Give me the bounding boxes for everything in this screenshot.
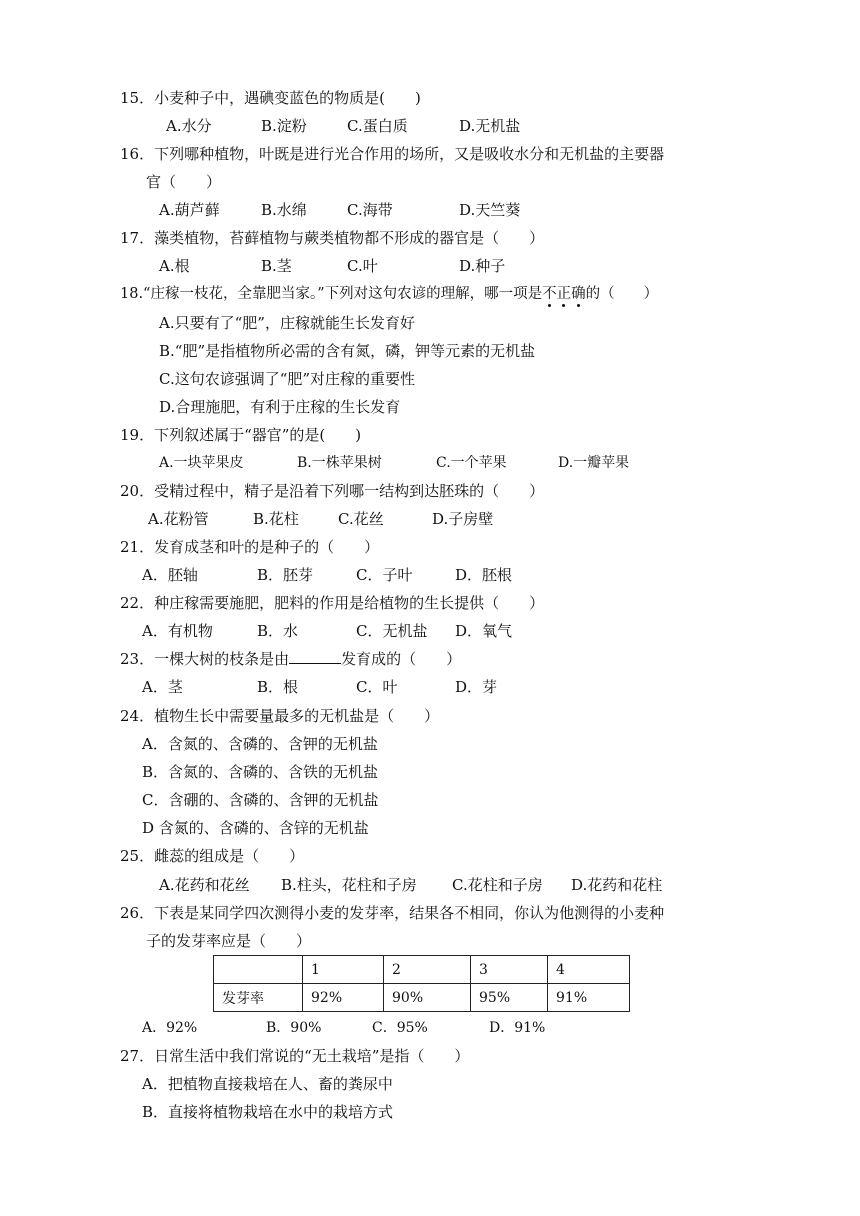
q21-option-c: C．子叶 [356, 566, 413, 584]
q23-option-a: A．茎 [142, 678, 183, 696]
q18-option-a: A.只要有了“肥”，庄稼就能生长发育好 [159, 314, 415, 332]
q22-option-b: B．水 [257, 622, 299, 640]
q26-option-d: D．91% [489, 1020, 546, 1036]
q26-option-a: A．92% [142, 1020, 198, 1036]
table-row [214, 984, 630, 1012]
table-cell: 4 [548, 956, 630, 984]
table-cell: 95% [471, 984, 548, 1012]
q20-option-c: C.花丝 [338, 510, 384, 528]
q18-option-d: D.合理施肥，有利于庄稼的生长发育 [159, 398, 401, 416]
q25-option-a: A.花药和花丝 [159, 876, 250, 894]
q20-option-d: D.子房壁 [432, 510, 494, 528]
q21-stem: 21．发育成茎和叶的是种子的（ ） [120, 538, 380, 556]
q25-option-c: C.花柱和子房 [452, 876, 543, 894]
q24-option-d: D 含氮的、含磷的、含锌的无机盐 [142, 819, 369, 837]
q16-option-a: A.葫芦藓 [159, 201, 220, 219]
q24-option-a: A．含氮的、含磷的、含钾的无机盐 [142, 735, 378, 753]
q19-option-b: B.一株苹果树 [297, 455, 382, 471]
q20-stem: 20．受精过程中，精子是沿着下列哪一结构到达胚珠的（ ） [120, 482, 545, 500]
q23-answer-blank [289, 649, 341, 664]
q26-option-b: B．90% [266, 1020, 322, 1036]
q21-option-a: A．胚轴 [142, 566, 198, 584]
table-cell: 3 [471, 956, 548, 984]
q17-stem: 17．藻类植物，苔藓植物与蕨类植物都不形成的器官是（ ） [120, 229, 545, 247]
q18-option-b: B.“肥”是指植物所必需的含有氮，磷，钾等元素的无机盐 [159, 342, 536, 360]
table-cell: 90% [384, 984, 471, 1012]
q22-option-d: D．氧气 [455, 622, 513, 640]
q17-option-c: C.叶 [347, 257, 378, 275]
q23-stem [120, 649, 461, 669]
q18-emphasis-2: 正 [556, 286, 572, 302]
q23-stem-pre: 23．一棵大树的枝条是由 [120, 650, 290, 668]
q18-option-c: C.这句农谚强调了“肥”对庄稼的重要性 [159, 370, 416, 388]
q22-stem: 22．种庄稼需要施肥，肥料的作用是给植物的生长提供（ ） [120, 594, 545, 612]
q22-option-a: A．有机物 [142, 622, 213, 640]
q23-option-d: D．芽 [455, 678, 498, 696]
q19-option-c: C.一个苹果 [436, 455, 507, 471]
q15-option-b: B.淀粉 [261, 117, 307, 135]
q18-stem-pre: 18.“庄稼一枝花，全靠肥当家。”下列对这句农谚的理解，哪一项是 [120, 286, 543, 302]
germination-rate-table [213, 955, 630, 1012]
q24-option-c: C．含硼的、含磷的、含钾的无机盐 [142, 791, 379, 809]
q26-stem-line1: 26．下表是某同学四次测得小麦的发芽率，结果各不相同，你认为他测得的小麦种 [120, 904, 665, 922]
q17-option-a: A.根 [159, 257, 190, 275]
q19-option-d: D.一瓣苹果 [558, 455, 630, 471]
table-cell [214, 956, 303, 984]
q27-stem: 27．日常生活中我们常说的“无土栽培”是指（ ） [120, 1047, 470, 1065]
q21-option-b: B．胚芽 [257, 566, 314, 584]
q20-option-b: B.花柱 [253, 510, 299, 528]
q23-stem-post: 发育成的（ ） [341, 650, 462, 668]
q25-option-d: D.花药和花柱 [571, 876, 663, 894]
table-cell: 发芽率 [214, 984, 303, 1012]
q16-stem-line2: 官（ ） [146, 173, 222, 191]
q24-option-b: B．含氮的、含磷的、含铁的无机盐 [142, 763, 379, 781]
q24-stem: 24．植物生长中需要量最多的无机盐是（ ） [120, 707, 440, 725]
q20-option-a: A.花粉管 [148, 510, 209, 528]
table-cell: 92% [303, 984, 384, 1012]
q16-option-c: C.海带 [347, 201, 393, 219]
table-cell: 2 [384, 956, 471, 984]
q23-option-b: B．根 [257, 678, 299, 696]
q18-emphasis-1: 不 [542, 286, 557, 302]
table-cell: 1 [303, 956, 384, 984]
q18-stem [120, 284, 658, 304]
q19-stem: 19．下列叙述属于“器官”的是( ) [120, 426, 362, 444]
q16-stem-line1: 16．下列哪种植物，叶既是进行光合作用的场所，又是吸收水分和无机盐的主要器 [120, 145, 665, 163]
q19-option-a: A.一块苹果皮 [159, 455, 244, 471]
q16-option-b: B.水绵 [261, 201, 307, 219]
q18-emphasis-3: 确 [571, 286, 586, 302]
q15-option-a: A.水分 [166, 117, 212, 135]
table-cell: 91% [548, 984, 630, 1012]
q15-stem: 15．小麦种子中，遇碘变蓝色的物质是( ) [120, 89, 421, 107]
q15-option-d: D.无机盐 [459, 117, 521, 135]
q22-option-c: C．无机盐 [356, 622, 428, 640]
q26-option-c: C．95% [372, 1020, 428, 1036]
q27-option-a: A．把植物直接栽培在人、畜的粪尿中 [142, 1075, 393, 1093]
q16-option-d: D.天竺葵 [459, 201, 521, 219]
q27-option-b: B．直接将植物栽培在水中的栽培方式 [142, 1103, 394, 1121]
q17-option-d: D.种子 [459, 257, 506, 275]
q25-stem: 25．雌蕊的组成是（ ） [120, 847, 305, 865]
q26-stem-line2: 子的发芽率应是（ ） [146, 932, 312, 950]
q17-option-b: B.茎 [261, 257, 292, 275]
table-header-row [214, 956, 630, 984]
q25-option-b: B.柱头，花柱和子房 [281, 876, 417, 894]
q21-option-d: D．胚根 [455, 566, 513, 584]
q15-option-c: C.蛋白质 [347, 117, 408, 135]
q18-stem-post: 的（ ） [585, 286, 659, 302]
q23-option-c: C．叶 [356, 678, 398, 696]
